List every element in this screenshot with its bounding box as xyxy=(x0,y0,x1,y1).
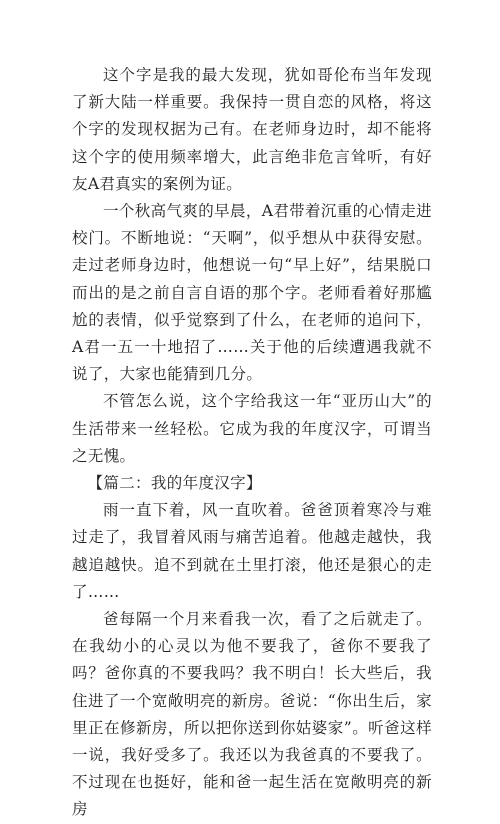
paragraph-father: 爸每隔一个月来看我一次，看了之后就走了。在我幼小的心灵以为他不要我了，爸你不要我了吗？爸你真的不要我吗？我不明白！长大些后，我住进了一个宽敞明亮的新房。爸说：“你出生后，家里正在修新房，所以把你送到你姑婆家”。听爸这样一说，我好受多了。我还以为我爸真的不要我了。不过现在也挺好，能和爸一起生活在宽敞明亮的新房 xyxy=(72,610,432,819)
article-body xyxy=(72,62,432,824)
paragraph-discovery: 这个字是我的最大发现，犹如哥伦布当年发现了新大陆一样重要。我保持一贯自恋的风格，将这个字的发现权据为己有。在老师身边时，却不能将这个字的使用频率增大，此言绝非危言耸听，有好友A君真实的案例为证。 xyxy=(72,66,432,193)
paragraph-conclusion: 不管怎么说，这个字给我这一年“亚历山大”的生活带来一丝轻松。它成为我的年度汉字，可谓当之无愧。 xyxy=(72,392,432,465)
paragraph-rain: 雨一直下着，风一直吹着。爸爸顶着寒冷与难过走了，我冒着风雨与痛苦追着。他越走越快，我越追越快。追不到就在土里打滚，他还是狠心的走了…… xyxy=(72,501,432,601)
paragraph-a-jun-story: 一个秋高气爽的早晨，A君带着沉重的心情走进校门。不断地说：“天啊”，似乎想从中获得安慰。走过老师身边时，他想说一句“早上好”，结果脱口而出的是之前自言自语的那个字。老师看着好那尴尬的表情，似乎觉察到了什么，在老师的追问下，A君一五一十地招了……关于他的后续遭遇我就不说了，大家也能猜到几分。 xyxy=(72,202,432,384)
section-heading: 【篇二：我的年度汉字】 xyxy=(87,474,262,493)
